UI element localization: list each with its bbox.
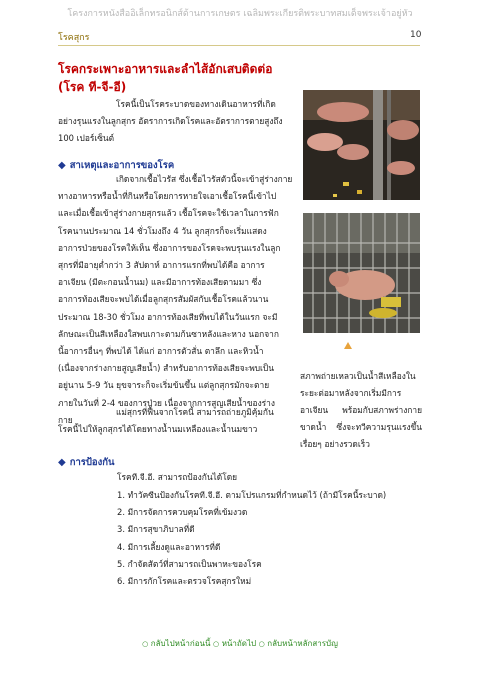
page-title-line-2: (โรค ที-จี-อี) (58, 80, 127, 94)
list-item: 5. กำจัดสัตว์ที่สามารถเป็นพาหะของโรค (117, 558, 262, 569)
causes-line: อาการท้องเสียจะพบได้เมื่อลูกสุกรสัมผัสกับเชื้อโรคแล้วนาน (58, 294, 269, 305)
circle-bullet-icon: ○ (142, 640, 149, 648)
causes-line: ลักษณะเป็นสีเหลืองใสพบเกาะตามก้นซาหลังและหาง นอกจาก (58, 328, 279, 339)
intro-line: อย่างรุนแรงในลูกสุกร อัตราการเกิดโรคและอัตราการตายสูงถึง (58, 116, 283, 127)
photo-sick-piglet-image (303, 213, 420, 333)
list-item: 3. มีการสุขาภิบาลที่ดี (117, 524, 195, 535)
circle-bullet-icon: ○ (213, 640, 220, 648)
causes-line: กาย (58, 414, 73, 425)
photo-piglets (303, 90, 420, 200)
home-link[interactable]: กลับหน้าหลักสารบัญ (267, 639, 338, 648)
list-item: 6. มีการกักโรคและตรวจโรคสุกรใหม่ (117, 576, 252, 587)
causes-extra-line: โรคนี้ไปให้ลูกสุกรได้โดยทางน้ำนมเหลืองและน้ำนมขาว (58, 424, 258, 435)
list-item: 2. มีการจัดการควบคุมโรคที่เข้มงวด (117, 507, 248, 518)
causes-line: อยู่นาน 5-9 วัน ยุขจาระก็จะเริ่มข้นขึ้น แต่ลูกสุกรมักจะตาย (58, 380, 270, 391)
causes-line: สุกรที่มีอายุต่ำกว่า 3 สัปดาห์ อาการแรกที่พบได้คือ อาการ (58, 260, 265, 271)
footer-nav (0, 637, 480, 650)
header-rule (58, 45, 420, 46)
prevention-list (117, 487, 386, 590)
intro-line: 100 เปอร์เซ็นต์ (58, 133, 115, 144)
causes-heading: ◆ สาเหตุและอาการของโรค (58, 160, 175, 171)
prevention-heading: ◆ การป้องกัน (58, 457, 115, 468)
causes-line: นี้อาการอื่นๆ ที่พบได้ ได้แก่ อาการตัวสั่น ตาลึก และหิวน้ำ (58, 346, 264, 357)
page-number: 10 (410, 30, 422, 40)
causes-extra-paragraph (58, 404, 296, 438)
causes-line: อาเจียน (มีตะกอนน้ำนม) และมีอาการท้องเสียตามมา ซึ่ง (58, 277, 262, 288)
causes-line: โรคนานประมาณ 14 ชั่วโมงถึง 4 วัน ลูกสุกรก็จะเริ่มแสดง (58, 225, 267, 236)
causes-line: เกิดจากเชื้อไวรัส ซึ่งเชื้อไวรัสตัวนี้จะเข้าสู่ร่างกาย (116, 174, 293, 184)
page-title-line-1: โรคกระเพาะอาหารและลำไส้อักเสบติดต่อ (58, 62, 273, 76)
next-link[interactable]: หน้าถัดไป (221, 639, 257, 648)
causes-line: ภายในวันที่ 2-4 ของการป่วย เนื่องจากการสูญเสียน้ำของร่าง (58, 397, 275, 408)
causes-extra-line: แม่สุกรที่ฟื้นจากโรคนี้ สามารถถ่ายภูมิคุ้มกัน (116, 407, 274, 417)
causes-line: (เนื่องจากร่างกายสูญเสียน้ำ) สำหรับอาการท้องเสียจะพบเป็น (58, 363, 274, 374)
causes-line: ทางอาหารหรือน้ำที่กินหรือโดยการหายใจเอาเชื้อโรคนี้เข้าไป (58, 191, 277, 202)
circle-bullet-icon: ○ (258, 640, 265, 648)
list-item: 4. มีการเลี้ยงดูและอาหารที่ดี (117, 541, 221, 552)
prevention-intro: โรคที.จี.อี. สามารถป้องกันได้โดย (117, 472, 238, 482)
intro-line: โรคนี้เป็นโรคระบาดของทางเดินอาหารที่เกิด (116, 99, 276, 109)
running-title: โครงการหนังสืออิเล็กทรอนิกส์ด้านการเกษตร เฉลิมพระเกียรติพระบาทสมเด็จพระเจ้าอยู่หัว (67, 9, 413, 19)
photo-sick-piglet (303, 213, 420, 333)
page-title (58, 60, 272, 96)
section-label: โรคสุกร (58, 33, 90, 43)
diamond-bullet-icon: ◆ (58, 457, 66, 468)
diamond-bullet-icon: ◆ (58, 160, 66, 171)
causes-line: อาการป่วยของโรคให้เห็น ซึ่งอาการของโรคจะพบรุนแรงในลูก (58, 242, 281, 253)
warning-icon (344, 342, 352, 349)
causes-line: และเมื่อเชื้อเข้าสู่ร่างกายสุกรแล้ว เชื้อโรคจะใช้เวลาในการฟัก (58, 208, 279, 219)
photo-caption: สภาพถ่ายเหลวเป็นน้ำสีเหลืองในระยะต่อมาหลังจากเริ่มมีการอาเจียน พร้อมกับสภาพร่างกายขาดน้ำ ซึ่งจะทวีความรุนแรงขึ้นเรื่อยๆ อย่างรวดเร็ว (300, 371, 422, 449)
back-link[interactable]: กลับไปหน้าก่อนนี้ (150, 639, 211, 648)
causes-paragraph (58, 171, 296, 429)
causes-line: ประมาณ 18-30 ชั่วโมง อาการท้องเสียที่พบได้ในวันแรก จะมี (58, 311, 278, 322)
list-item: 1. ทำวัคซีนป้องกันโรคที.จี.อี. ตามโปรแกรมที่กำหนดไว้ (ถ้ามีโรคนี้ระบาด) (117, 490, 387, 500)
intro-paragraph (58, 96, 296, 148)
photo-piglets-image (303, 90, 420, 200)
